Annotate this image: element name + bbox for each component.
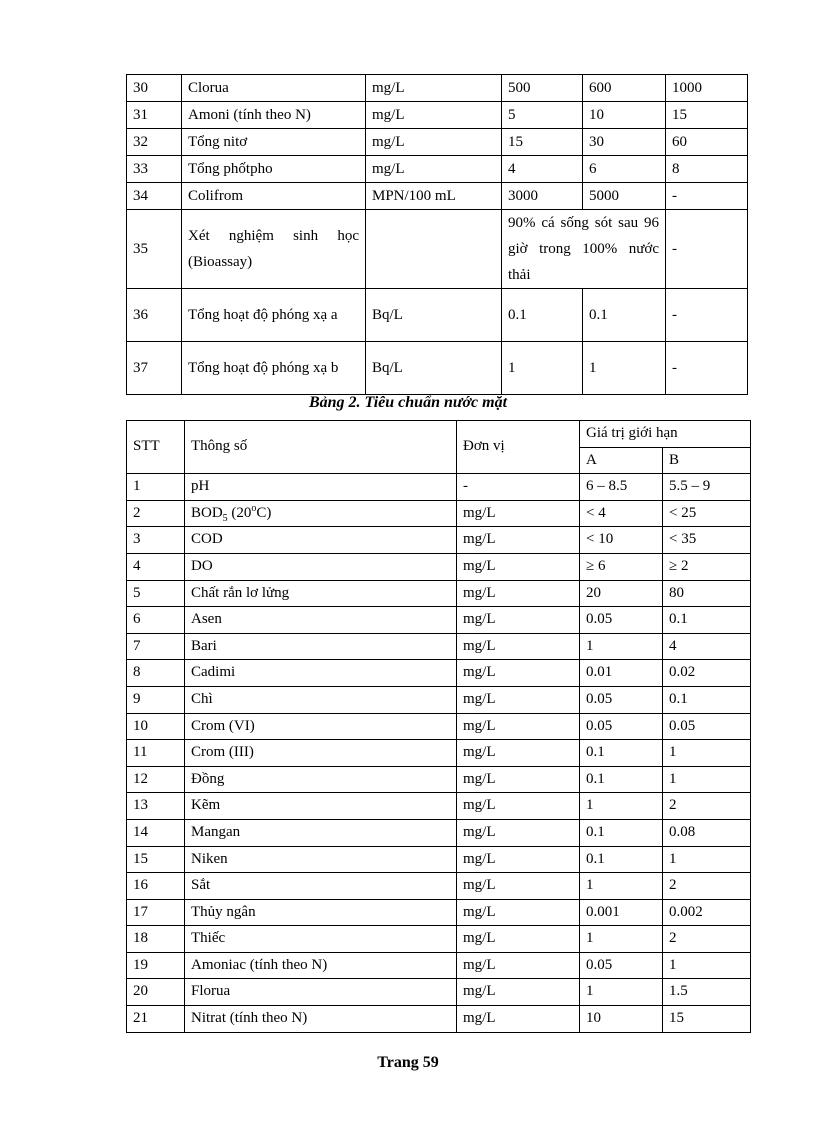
limit-b: 4 [663, 633, 751, 660]
limit-a: 1 [580, 873, 663, 900]
row-number: 32 [127, 129, 182, 156]
limit-a: 0.1 [580, 819, 663, 846]
limit-b: 0.1 [583, 289, 666, 342]
limit-a: 1 [580, 793, 663, 820]
limit-b: < 25 [663, 500, 751, 527]
table-2-title: Bảng 2. Tiêu chuẩn nước mặt [308, 394, 508, 411]
row-number: 1 [127, 474, 185, 501]
parameter-name: pH [185, 474, 457, 501]
header-parameter: Thông số [185, 421, 457, 474]
parameter-name: Florua [185, 979, 457, 1006]
parameter-superscript: o [251, 502, 257, 514]
limit-c: 60 [666, 129, 748, 156]
parameter-name: Tổng hoạt độ phóng xạ a [182, 289, 366, 342]
limit-b: 15 [663, 1006, 751, 1033]
unit: mg/L [366, 102, 502, 129]
limit-c: - [666, 210, 748, 289]
table-row [127, 660, 751, 687]
limit-a: 0.01 [580, 660, 663, 687]
table-row [127, 766, 751, 793]
unit: mg/L [457, 873, 580, 900]
limit-b: 30 [583, 129, 666, 156]
parameter-name: COD [185, 527, 457, 554]
parameter-name: Chì [185, 686, 457, 713]
row-number: 16 [127, 873, 185, 900]
limit-b: 1 [663, 952, 751, 979]
limit-a: 0.05 [580, 713, 663, 740]
limit-a: 20 [580, 580, 663, 607]
limit-a: 0.1 [580, 846, 663, 873]
limit-b: 600 [583, 75, 666, 102]
limit-c: 8 [666, 156, 748, 183]
limit-b: ≥ 2 [663, 553, 751, 580]
table-row [127, 527, 751, 554]
unit: mg/L [457, 500, 580, 527]
effluent-standards-table-continued [126, 74, 748, 395]
limit-a: 0.1 [580, 740, 663, 767]
unit: mg/L [366, 156, 502, 183]
limit-b: 0.1 [663, 607, 751, 634]
limit-b: 6 [583, 156, 666, 183]
table-row [127, 979, 751, 1006]
unit: mg/L [457, 580, 580, 607]
parameter-name: Crom (III) [185, 740, 457, 767]
limit-a: 1 [502, 342, 583, 395]
table-row [127, 952, 751, 979]
limit-a: 10 [580, 1006, 663, 1033]
limit-a: 1 [580, 633, 663, 660]
row-number: 20 [127, 979, 185, 1006]
limit-b: 0.08 [663, 819, 751, 846]
unit: mg/L [457, 899, 580, 926]
row-number: 11 [127, 740, 185, 767]
row-number: 12 [127, 766, 185, 793]
table-row [127, 75, 748, 102]
row-number: 21 [127, 1006, 185, 1033]
unit: mg/L [366, 129, 502, 156]
table-row [127, 873, 751, 900]
parameter-name: Xét nghiệm sinh học (Bioassay) [182, 210, 366, 289]
header-class-a: A [580, 447, 663, 474]
table-row [127, 342, 748, 395]
parameter-name: Clorua [182, 75, 366, 102]
limit-b: 2 [663, 873, 751, 900]
limit-a: < 4 [580, 500, 663, 527]
parameter-name: Colifrom [182, 183, 366, 210]
parameter-name: Chất rắn lơ lửng [185, 580, 457, 607]
limit-b: 0.02 [663, 660, 751, 687]
limit-b: 1 [663, 846, 751, 873]
limit-b: 1 [663, 766, 751, 793]
limit-b: 1 [583, 342, 666, 395]
table-row [127, 474, 751, 501]
parameter-base: BOD [191, 504, 223, 521]
row-number: 36 [127, 289, 182, 342]
limit-b: 2 [663, 926, 751, 953]
limit-b: 80 [663, 580, 751, 607]
table-row [127, 926, 751, 953]
parameter-name: Nitrat (tính theo N) [185, 1006, 457, 1033]
unit: Bq/L [366, 342, 502, 395]
parameter-name: Tổng phốtpho [182, 156, 366, 183]
limit-b: < 35 [663, 527, 751, 554]
unit: mg/L [457, 952, 580, 979]
table-row [127, 1006, 751, 1033]
table-row [127, 183, 748, 210]
table-row [127, 129, 748, 156]
parameter-name [185, 500, 457, 527]
limit-ab: 90% cá sống sót sau 96 giờ trong 100% nước thải [502, 210, 666, 289]
unit: mg/L [457, 979, 580, 1006]
row-number: 34 [127, 183, 182, 210]
parameter-name: Amoni (tính theo N) [182, 102, 366, 129]
row-number: 5 [127, 580, 185, 607]
unit: - [457, 474, 580, 501]
limit-b: 1.5 [663, 979, 751, 1006]
unit: mg/L [457, 660, 580, 687]
limit-a: 0.05 [580, 607, 663, 634]
unit: mg/L [457, 846, 580, 873]
parameter-name: Asen [185, 607, 457, 634]
limit-b: 2 [663, 793, 751, 820]
table-row [127, 633, 751, 660]
limit-a: 0.001 [580, 899, 663, 926]
unit: mg/L [457, 686, 580, 713]
table-row [127, 846, 751, 873]
row-number: 10 [127, 713, 185, 740]
unit: Bq/L [366, 289, 502, 342]
unit: mg/L [457, 527, 580, 554]
parameter-name: DO [185, 553, 457, 580]
limit-b: 1 [663, 740, 751, 767]
parameter-end: C) [256, 504, 272, 521]
row-number: 2 [127, 500, 185, 527]
limit-a: 0.05 [580, 686, 663, 713]
limit-c: 1000 [666, 75, 748, 102]
limit-a: 15 [502, 129, 583, 156]
limit-a: 4 [502, 156, 583, 183]
table-row [127, 210, 748, 289]
row-number: 13 [127, 793, 185, 820]
row-number: 6 [127, 607, 185, 634]
unit: mg/L [457, 766, 580, 793]
unit: mg/L [366, 75, 502, 102]
header-limit-value: Giá trị giới hạn [580, 421, 751, 448]
parameter-name: Mangan [185, 819, 457, 846]
limit-a: ≥ 6 [580, 553, 663, 580]
unit: mg/L [457, 926, 580, 953]
unit: mg/L [457, 607, 580, 634]
limit-a: 5 [502, 102, 583, 129]
table-row [127, 740, 751, 767]
unit: mg/L [457, 633, 580, 660]
header-unit: Đơn vị [457, 421, 580, 474]
parameter-name: Sắt [185, 873, 457, 900]
table-row [127, 686, 751, 713]
limit-c: - [666, 342, 748, 395]
limit-b: 0.002 [663, 899, 751, 926]
parameter-name: Crom (VI) [185, 713, 457, 740]
limit-a: 1 [580, 979, 663, 1006]
table-row [127, 553, 751, 580]
row-number: 8 [127, 660, 185, 687]
limit-a: 6 – 8.5 [580, 474, 663, 501]
limit-b: 10 [583, 102, 666, 129]
unit: mg/L [457, 713, 580, 740]
table-header-row [127, 421, 751, 448]
unit: mg/L [457, 1006, 580, 1033]
row-number: 35 [127, 210, 182, 289]
table-row [127, 899, 751, 926]
header-class-b: B [663, 447, 751, 474]
parameter-name: Thiếc [185, 926, 457, 953]
parameter-name: Tổng hoạt độ phóng xạ b [182, 342, 366, 395]
row-number: 7 [127, 633, 185, 660]
limit-a: 0.1 [580, 766, 663, 793]
limit-a: 1 [580, 926, 663, 953]
limit-c: - [666, 289, 748, 342]
row-number: 14 [127, 819, 185, 846]
limit-c: - [666, 183, 748, 210]
limit-b: 5000 [583, 183, 666, 210]
parameter-name: Đồng [185, 766, 457, 793]
row-number: 17 [127, 899, 185, 926]
table-row [127, 102, 748, 129]
row-number: 3 [127, 527, 185, 554]
row-number: 37 [127, 342, 182, 395]
parameter-name: Tổng nitơ [182, 129, 366, 156]
limit-a: 3000 [502, 183, 583, 210]
parameter-name: Amoniac (tính theo N) [185, 952, 457, 979]
limit-a: 0.05 [580, 952, 663, 979]
table-row [127, 819, 751, 846]
unit: mg/L [457, 740, 580, 767]
parameter-subscript: 5 [222, 512, 228, 524]
row-number: 30 [127, 75, 182, 102]
limit-a: < 10 [580, 527, 663, 554]
limit-b: 5.5 – 9 [663, 474, 751, 501]
table-row [127, 500, 751, 527]
row-number: 33 [127, 156, 182, 183]
surface-water-standards-table [126, 420, 751, 1033]
parameter-name: Niken [185, 846, 457, 873]
unit: MPN/100 mL [366, 183, 502, 210]
limit-b: 0.1 [663, 686, 751, 713]
page-number: Trang 59 [377, 1054, 439, 1071]
unit: mg/L [457, 793, 580, 820]
row-number: 31 [127, 102, 182, 129]
row-number: 19 [127, 952, 185, 979]
parameter-name: Kẽm [185, 793, 457, 820]
header-stt: STT [127, 421, 185, 474]
unit: mg/L [457, 553, 580, 580]
table-row [127, 156, 748, 183]
limit-b: 0.05 [663, 713, 751, 740]
limit-a: 500 [502, 75, 583, 102]
row-number: 9 [127, 686, 185, 713]
row-number: 4 [127, 553, 185, 580]
parameter-name: Thủy ngân [185, 899, 457, 926]
unit [366, 210, 502, 289]
limit-a: 0.1 [502, 289, 583, 342]
limit-c: 15 [666, 102, 748, 129]
parameter-tail: (20 [227, 504, 252, 521]
parameter-name: Cadimi [185, 660, 457, 687]
row-number: 15 [127, 846, 185, 873]
row-number: 18 [127, 926, 185, 953]
parameter-name: Bari [185, 633, 457, 660]
table-row [127, 713, 751, 740]
table-row [127, 289, 748, 342]
table-row [127, 793, 751, 820]
table-row [127, 607, 751, 634]
unit: mg/L [457, 819, 580, 846]
table-row [127, 580, 751, 607]
